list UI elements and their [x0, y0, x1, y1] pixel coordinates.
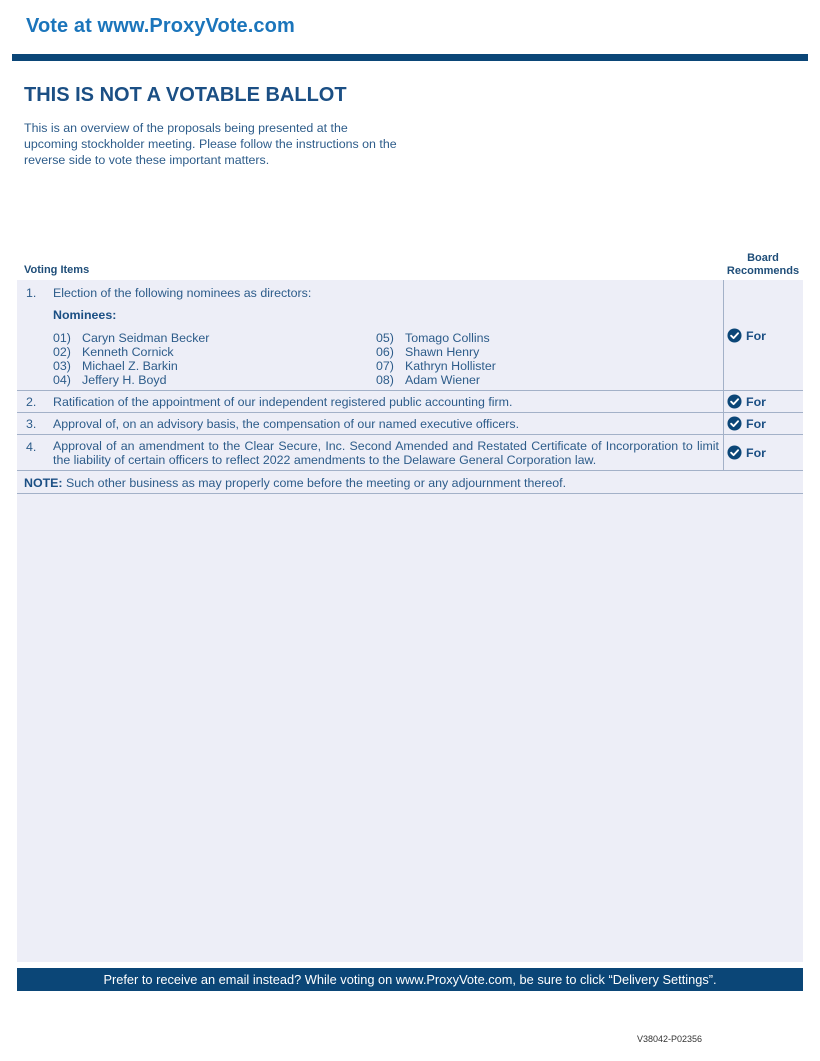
board-heading-line1: Board: [747, 252, 779, 264]
nominee-05: 05) Tomago Collins: [376, 331, 490, 345]
proposal-3-recommendation: [727, 416, 766, 431]
proposal-4-number: 4.: [26, 440, 37, 454]
nominee-01: 01) Caryn Seidman Becker: [53, 331, 210, 345]
board-recommends-heading: [722, 252, 804, 278]
delivery-settings-banner: Prefer to receive an email instead? While voting on www.ProxyVote.com, be sure to click “Delivery Settings”.: [17, 968, 803, 991]
proposal-1-number: 1.: [26, 286, 37, 300]
proposal-4-recommendation: [727, 445, 766, 460]
note-body: Such other business as may properly come before the meeting or any adjournment thereof.: [62, 476, 567, 490]
ballot-title: THIS IS NOT A VOTABLE BALLOT: [24, 84, 347, 106]
recommendation-label: For: [746, 416, 766, 431]
recommendation-column-divider: [723, 280, 724, 470]
note-label: NOTE:: [24, 476, 63, 490]
intro-text: This is an overview of the proposals being presented at the upcoming stockholder meeting. Please follow the instructions on the reverse side to vote these important matters.: [24, 121, 397, 167]
proposal-3-text: Approval of, on an advisory basis, the compensation of our named executive officers.: [53, 417, 520, 431]
row-divider: [17, 390, 803, 391]
proposal-2-number: 2.: [26, 395, 37, 409]
proposal-3-number: 3.: [26, 417, 37, 431]
nominee-02: 02) Kenneth Cornick: [53, 345, 174, 359]
proposal-2-text: Ratification of the appointment of our independent registered public accounting firm.: [53, 395, 513, 409]
row-divider: [17, 493, 803, 494]
proposal-2-recommendation: [727, 394, 766, 409]
board-heading-line2: Recommends: [726, 265, 800, 277]
recommendation-label: For: [746, 445, 766, 460]
voting-items-heading: Voting Items: [24, 264, 90, 276]
proposal-1-text: Election of the following nominees as directors:: [53, 286, 312, 300]
row-divider: [17, 470, 803, 471]
nominees-label: Nominees:: [53, 308, 117, 322]
note-text: [24, 476, 566, 490]
proposal-4-text: Approval of an amendment to the Clear Secure, Inc. Second Amended and Restated Certificate of Incorporation to limit the liability of certain officers to reflect 2022 amendments to the Delaware General Corporation law.: [53, 439, 719, 467]
recommendation-label: For: [746, 328, 766, 343]
proxyvote-header: Vote at www.ProxyVote.com: [26, 15, 295, 37]
check-circle-icon: [727, 416, 742, 431]
row-divider: [17, 434, 803, 435]
check-circle-icon: [727, 394, 742, 409]
nominee-07: 07) Kathryn Hollister: [376, 359, 496, 373]
nominee-06: 06) Shawn Henry: [376, 345, 480, 359]
row-divider: [17, 412, 803, 413]
nominee-08: 08) Adam Wiener: [376, 373, 481, 387]
nominee-04: 04) Jeffery H. Boyd: [53, 373, 167, 387]
check-circle-icon: [727, 328, 742, 343]
recommendation-label: For: [746, 394, 766, 409]
header-divider: [12, 54, 808, 61]
job-code: V38042-P02356: [636, 1034, 702, 1044]
proposal-1-recommendation: [727, 328, 766, 343]
nominee-03: 03) Michael Z. Barkin: [53, 359, 178, 373]
check-circle-icon: [727, 445, 742, 460]
